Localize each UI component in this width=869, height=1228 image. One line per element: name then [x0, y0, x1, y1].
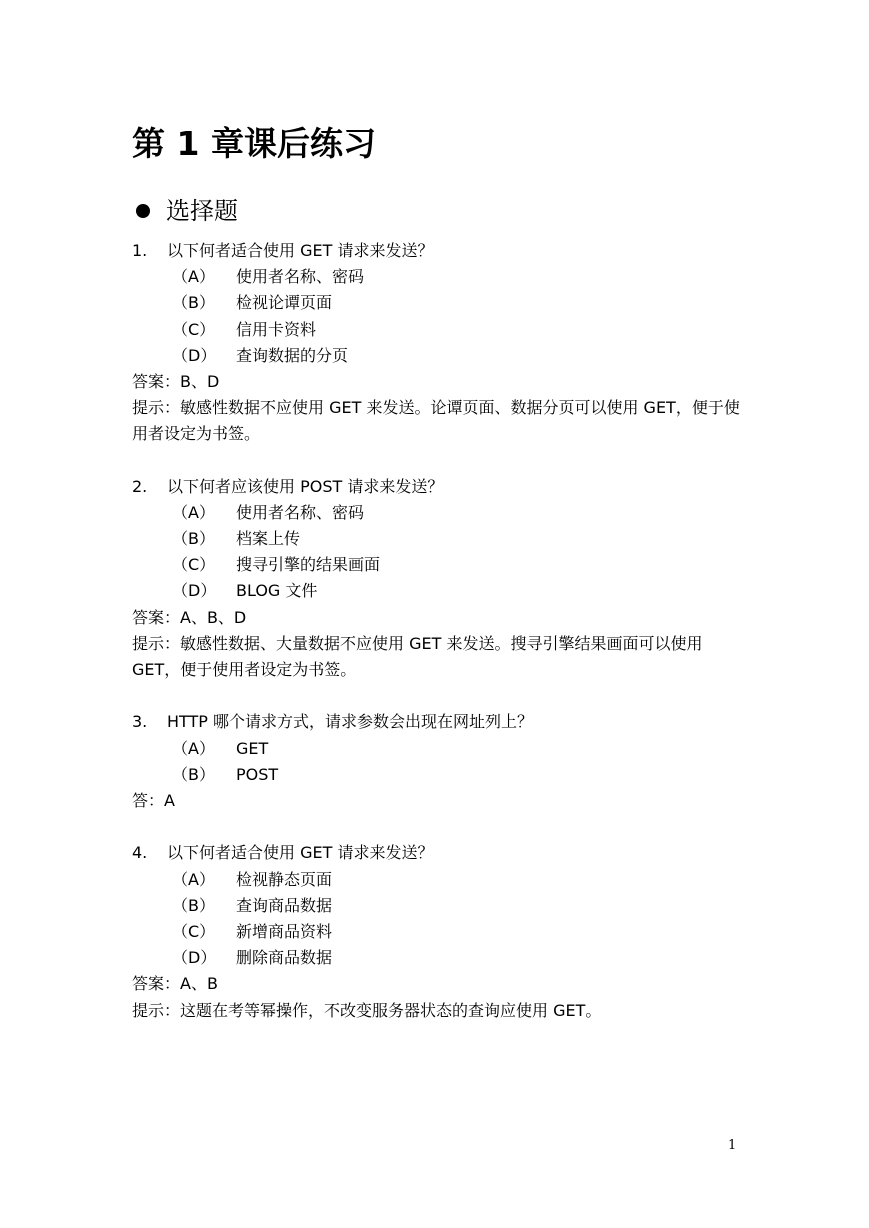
answer: 答案：A、B、D [132, 607, 247, 627]
option-text: 使用者名称、密码 [236, 267, 365, 287]
question-text: 以下何者适合使用 GET 请求来发送？ [167, 241, 434, 260]
option [132, 317, 742, 343]
option [132, 893, 742, 919]
question-line [132, 709, 742, 735]
question-number: 3. [132, 712, 148, 732]
question-1 [132, 238, 742, 448]
option-label: （A） [172, 869, 215, 889]
option-text: 查询数据的分页 [236, 345, 349, 365]
option [132, 867, 742, 893]
bullet-icon [136, 204, 150, 218]
question-number: 1. [132, 241, 148, 260]
option-text: BLOG 文件 [236, 581, 318, 601]
option-label: （B） [172, 895, 215, 915]
option-text: 信用卡资料 [236, 319, 317, 339]
question-text: 以下何者适合使用 GET 请求来发送？ [167, 843, 434, 863]
option [132, 343, 742, 369]
hint: 提示：敏感性数据、大量数据不应使用 GET 来发送。搜寻引擎结果画面可以使用 GET，便于使用者设定为书签。 [132, 633, 703, 680]
hint: 提示：敏感性数据不应使用 GET 来发送。论谭页面、数据分页可以使用 GET，便于使用者设定为书签。 [132, 398, 740, 444]
option [132, 762, 742, 788]
option-text: 删除商品数据 [236, 948, 333, 968]
option-text: 档案上传 [236, 529, 301, 549]
question-list [132, 238, 742, 1024]
option-text: 新增商品资料 [236, 921, 333, 941]
question-text: 以下何者应该使用 POST 请求来发送？ [167, 476, 444, 496]
answer: 答：A [132, 791, 175, 810]
option-label: （A） [172, 738, 215, 758]
option-text: 检视静态页面 [236, 869, 333, 889]
option-label: （D） [172, 948, 217, 968]
option [132, 290, 742, 316]
option [132, 526, 742, 552]
question-4 [132, 840, 742, 1023]
option-label: （B） [172, 764, 215, 784]
option-text: GET [236, 738, 269, 758]
section-title: 选择题 [166, 197, 238, 225]
option-label: （C） [172, 555, 216, 575]
option-label: （D） [172, 345, 217, 365]
option-label: （C） [172, 319, 216, 339]
option-label: （C） [172, 921, 216, 941]
option [132, 578, 742, 604]
hint: 提示：这题在考等幂操作，不改变服务器状态的查询应使用 GET。 [132, 1000, 602, 1020]
option [132, 500, 742, 526]
option [132, 945, 742, 971]
question-line [132, 474, 742, 500]
option-text: POST [236, 764, 279, 784]
page-number: 1 [728, 1138, 737, 1153]
option-text: 查询商品数据 [236, 895, 333, 915]
option-label: （D） [172, 581, 217, 601]
option-label: （B） [172, 293, 215, 313]
question-text: HTTP 哪个请求方式，请求参数会出现在网址列上？ [167, 712, 534, 732]
question-number: 4. [132, 843, 148, 863]
option-text: 使用者名称、密码 [236, 502, 365, 522]
option-label: （A） [172, 267, 215, 287]
question-number: 2. [132, 476, 148, 496]
option-text: 搜寻引擎的结果画面 [236, 555, 381, 575]
option [132, 552, 742, 578]
option [132, 264, 742, 290]
answer: 答案：B、D [132, 371, 220, 391]
option-label: （B） [172, 529, 215, 549]
option-text: 检视论谭页面 [236, 293, 333, 313]
option [132, 736, 742, 762]
question-3 [132, 709, 742, 814]
question-2 [132, 474, 742, 684]
answer: 答案：A、B [132, 974, 218, 994]
chapter-title: 第 1 章课后练习 [132, 124, 376, 163]
question-line [132, 238, 742, 264]
section-heading [132, 194, 238, 228]
question-line [132, 840, 742, 866]
option-label: （A） [172, 502, 215, 522]
option [132, 919, 742, 945]
